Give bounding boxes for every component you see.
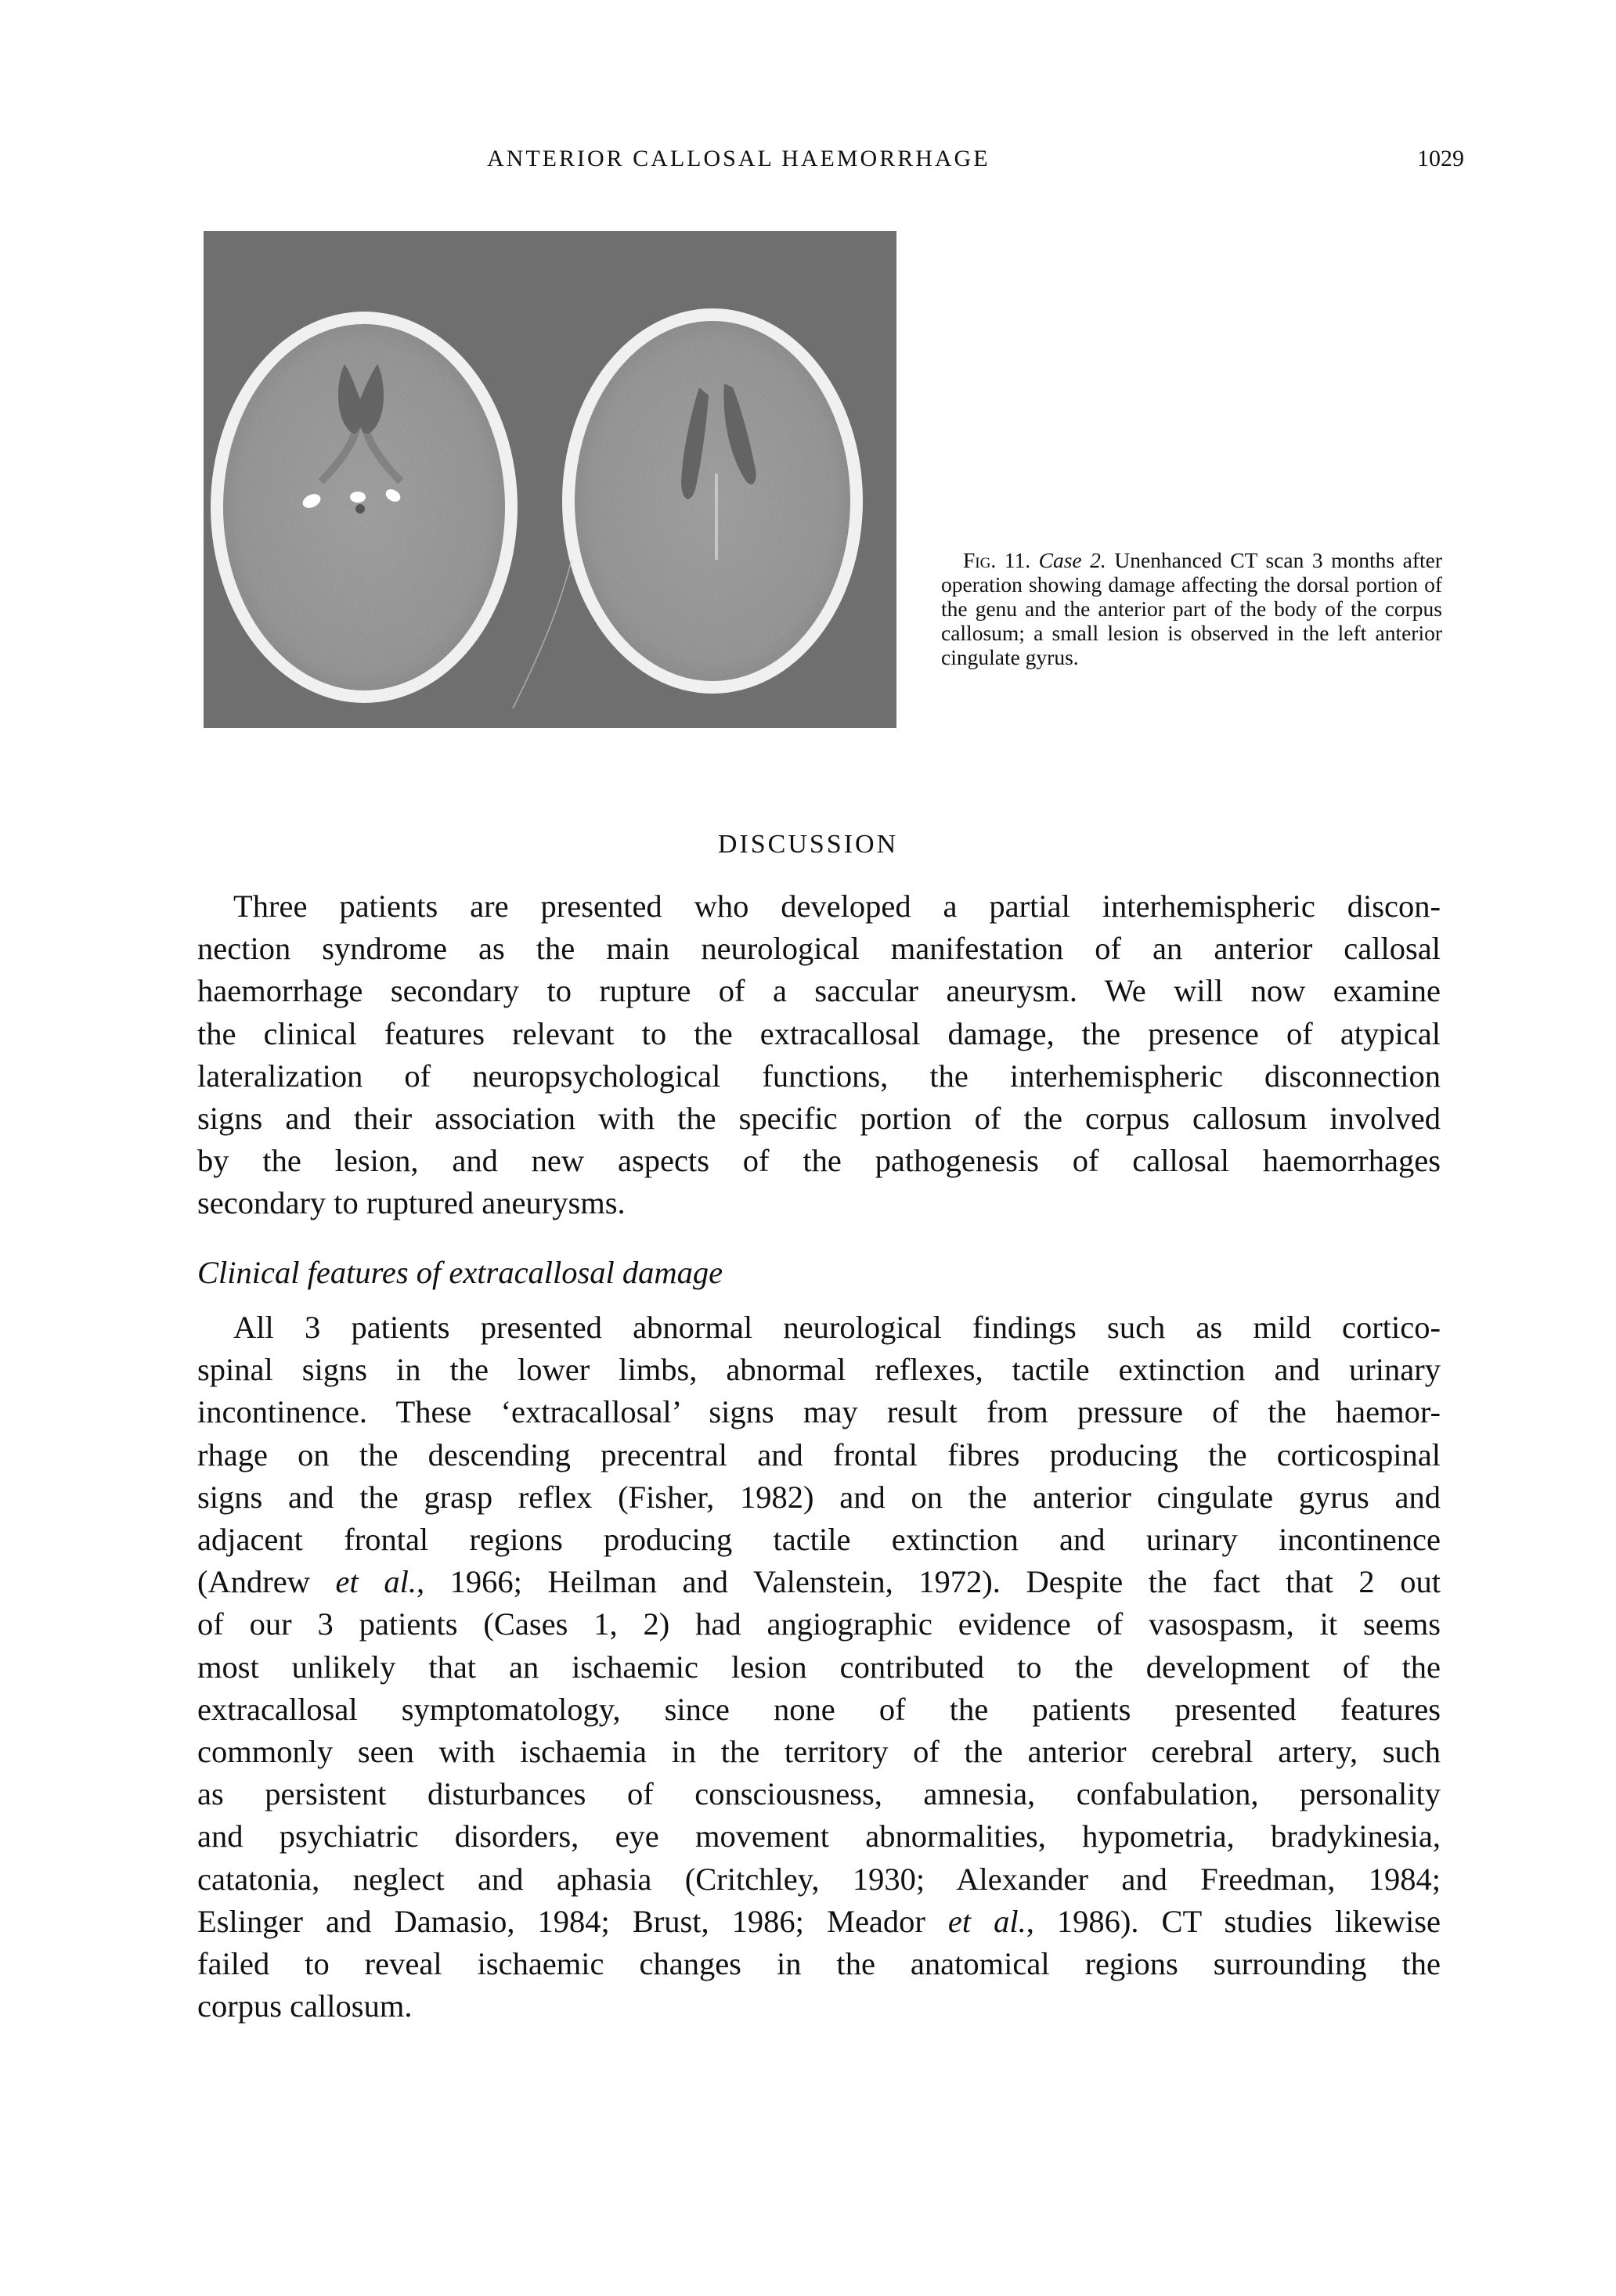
text-segment: failed to reveal ischaemic changes in the anatomical regions surrounding the	[197, 1946, 1441, 1982]
subsection-heading: Clinical features of extracallosal damage	[197, 1255, 723, 1290]
text-line: the clinical features relevant to the extracallosal damage, the presence of atypical	[197, 1015, 1441, 1051]
text-line	[197, 1476, 1441, 1519]
text-segment: spinal signs in the lower limbs, abnormal reflexes, tactile extinction and urinary	[197, 1352, 1441, 1388]
citation-etal: et al.	[335, 1564, 417, 1600]
ct-scan-figure	[204, 231, 896, 728]
text-segment: incontinence. These ‘extracallosal’ signs may result from pressure of the haemor-	[197, 1394, 1441, 1430]
text-segment: , 1966; Heilman and Valenstein, 1972). Despite the fact that 2 out	[416, 1564, 1441, 1600]
text-segment: extracallosal symptomatology, since none of the patients presented features	[197, 1691, 1441, 1727]
text-line	[197, 1815, 1441, 1858]
text-line: by the lesion, and new aspects of the pathogenesis of callosal haemorrhages	[197, 1143, 1441, 1179]
running-header	[487, 146, 1464, 177]
text-line	[197, 1901, 1441, 1943]
text-line: lateralization of neuropsychological functions, the interhemispheric disconnection	[197, 1058, 1441, 1094]
text-segment: of our 3 patients (Cases 1, 2) had angiographic evidence of vasospasm, it seems	[197, 1606, 1441, 1642]
ct-slice-right	[562, 308, 863, 694]
text-line: haemorrhage secondary to rupture of a saccular aneurysm. We will now examine	[197, 973, 1441, 1009]
text-segment: signs and the grasp reflex (Fisher, 1982) and on the anterior cingulate gyrus and	[197, 1479, 1441, 1515]
text-segment: rhage on the descending precentral and frontal fibres producing the corticospinal	[197, 1436, 1441, 1472]
text-line	[197, 1434, 1441, 1476]
caption-text: Unenhanced CT scan 3 months after operation showing damage affecting the dorsal portion of the genu and the anterior part of the body of the corpus callosum; a small lesion is observed in the left anterior cingulate gyrus.	[941, 548, 1443, 669]
text-line	[197, 1646, 1441, 1689]
section-heading: DISCUSSION	[717, 830, 899, 859]
text-line	[197, 1391, 1441, 1433]
text-segment: , 1986). CT studies likewise	[1026, 1903, 1441, 1939]
text-line	[197, 1561, 1441, 1603]
text-segment: adjacent frontal regions producing tactile extinction and urinary incontinence	[197, 1522, 1441, 1558]
discussion-paragraph-2	[197, 1307, 1441, 2027]
text-line	[197, 1349, 1441, 1391]
text-line	[197, 1689, 1441, 1731]
figure-label: Fig. 11.	[963, 548, 1031, 572]
text-segment: All 3 patients presented abnormal neurological findings such as mild cortico-	[233, 1310, 1441, 1345]
text-line	[197, 1773, 1441, 1815]
text-line	[197, 1985, 1441, 2027]
running-title: ANTERIOR CALLOSAL HAEMORRHAGE	[487, 146, 990, 171]
text-segment: Eslinger and Damasio, 1984; Brust, 1986; Meador	[197, 1903, 948, 1939]
discussion-paragraph-1	[197, 885, 1441, 1225]
citation-etal: et al.	[947, 1903, 1026, 1939]
text-segment: commonly seen with ischaemia in the territory of the anterior cerebral artery, such	[197, 1734, 1441, 1770]
text-line: nection syndrome as the main neurological manifestation of an anterior callosal	[197, 931, 1441, 967]
text-line: Three patients are presented who developed a partial interhemispheric discon-	[233, 888, 1441, 924]
text-line	[197, 1858, 1441, 1901]
page-number: 1029	[1417, 146, 1464, 171]
text-segment: (Andrew	[197, 1564, 336, 1600]
case-label: Case 2.	[1038, 548, 1106, 572]
text-line: secondary to ruptured aneurysms.	[197, 1185, 626, 1221]
text-segment: catatonia, neglect and aphasia (Critchley, 1930; Alexander and Freedman, 1984;	[197, 1861, 1441, 1897]
text-line	[197, 1519, 1441, 1561]
text-segment: as persistent disturbances of consciousness, amnesia, confabulation, personality	[197, 1776, 1441, 1812]
text-line	[197, 1603, 1441, 1645]
text-line: signs and their association with the specific portion of the corpus callosum involved	[197, 1101, 1441, 1137]
figure-caption	[941, 548, 1442, 669]
text-line	[197, 1307, 1441, 1349]
text-segment: most unlikely that an ischaemic lesion contributed to the development of the	[197, 1649, 1441, 1685]
text-segment: corpus callosum.	[197, 1988, 413, 2024]
text-line	[197, 1731, 1441, 1773]
ct-scan-image	[204, 231, 896, 728]
text-line	[197, 1943, 1441, 1985]
ct-slice-left	[211, 312, 518, 703]
text-segment: and psychiatric disorders, eye movement abnormalities, hypometria, bradykinesia,	[197, 1818, 1441, 1854]
